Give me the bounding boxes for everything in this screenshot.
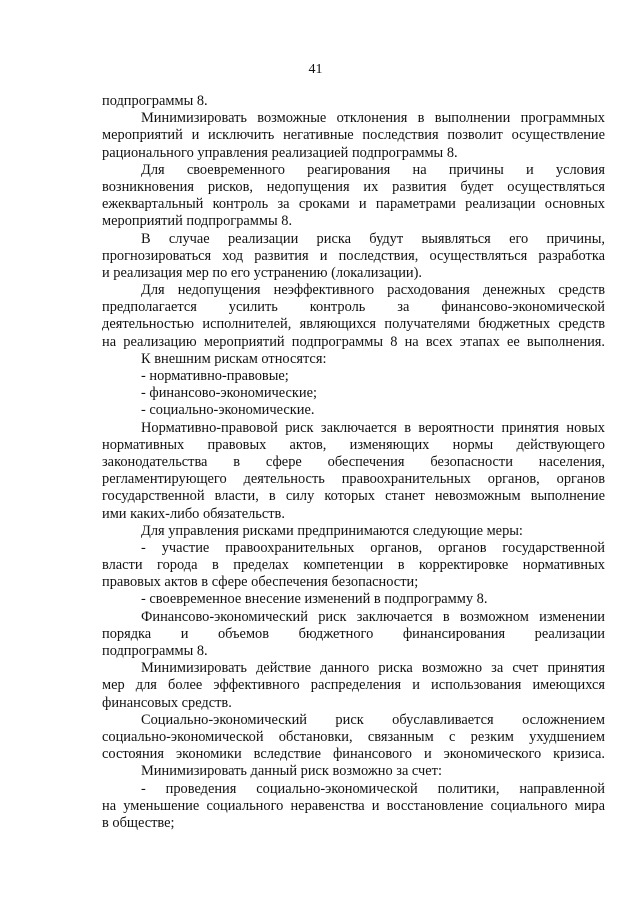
document-body <box>102 93 605 832</box>
text-line: подпрограммы 8. <box>102 93 208 109</box>
text-line: Минимизировать данный риск возможно за счет: <box>141 763 442 780</box>
text-line: финансовых средств. <box>102 694 232 711</box>
text-line: ими каких-либо обязательств. <box>102 505 285 522</box>
text-line: Минимизировать действие данного риска возможно за счет принятия <box>141 660 605 677</box>
text-line: В случае реализации риска будут выявляться его причины, <box>141 230 605 247</box>
text-line: регламентирующего деятельность правоохранительных органов, органов <box>102 471 605 488</box>
text-line: рационального управления реализацией подпрограммы 8. <box>102 144 458 161</box>
text-line: подпрограммы 8. <box>102 643 208 659</box>
text-line: - нормативно-правовые; <box>141 368 289 384</box>
text-line: мер для более эффективного распределения и использования имеющихся <box>102 677 605 694</box>
text-line: состояния экономики вследствие финансового и экономического кризиса. <box>102 746 605 763</box>
text-line: Для своевременного реагирования на причины и условия <box>141 161 605 178</box>
text-line: - финансово-экономические; <box>141 385 317 402</box>
text-line: прогнозироваться ход развития и последствия, осуществляться разработка <box>102 247 605 264</box>
text-line: власти города в пределах компетенции в корректировке нормативных <box>102 557 605 574</box>
text-line: Минимизировать возможные отклонения в выполнении программных <box>141 110 605 127</box>
text-line: и реализация мер по его устранению (локализации). <box>102 264 423 281</box>
text-line: - своевременное внесение изменений в подпрограмму 8. <box>141 591 488 608</box>
text-line: на уменьшение социального неравенства и восстановление социального мира <box>102 797 605 814</box>
text-line: мероприятий подпрограммы 8. <box>102 213 293 230</box>
text-line: - социально-экономические. <box>141 402 315 419</box>
page-number: 41 <box>308 62 323 77</box>
text-line: возникновения рисков, недопущения их развития будет осуществляться <box>102 178 605 195</box>
text-line: Нормативно-правовой риск заключается в вероятности принятия новых <box>141 419 605 436</box>
text-line: законодательства в сфере обеспечения безопасности населения, <box>102 453 605 470</box>
text-line: Социально-экономический риск обуславливается осложнением <box>141 711 605 728</box>
text-line: правовых актов в сфере обеспечения безопасности; <box>102 574 419 591</box>
text-line: Для управления рисками предпринимаются следующие меры: <box>141 522 523 539</box>
text-line: предполагается усилить контроль за финансово-экономической <box>102 299 605 316</box>
text-line: мероприятий и исключить негативные последствия позволит осуществление <box>102 127 605 144</box>
text-line: Финансово-экономический риск заключается в возможном изменении <box>141 608 605 625</box>
text-line: - участие правоохранительных органов, органов государственной <box>141 539 605 556</box>
text-line: порядка и объемов бюджетного финансирования реализации <box>102 625 605 642</box>
text-line: нормативных правовых актов, изменяющих нормы действующего <box>102 436 605 453</box>
text-line: - проведения социально-экономической политики, направленной <box>141 780 605 797</box>
text-line: социально-экономической обстановки, связанным с резким ухудшением <box>102 728 605 745</box>
text-line: деятельностью исполнителей, являющихся получателями бюджетных средств <box>102 316 605 333</box>
text-line: в обществе; <box>102 814 175 831</box>
text-line: К внешним рискам относятся: <box>141 350 327 367</box>
text-line: государственной власти, в силу которых станет невозможным выполнение <box>102 488 605 505</box>
text-line: на реализацию мероприятий подпрограммы 8 на всех этапах ее выполнения. <box>102 333 605 350</box>
text-line: ежеквартальный контроль за сроками и параметрами реализации основных <box>102 196 605 213</box>
text-line: Для недопущения неэффективного расходования денежных средств <box>141 282 605 299</box>
